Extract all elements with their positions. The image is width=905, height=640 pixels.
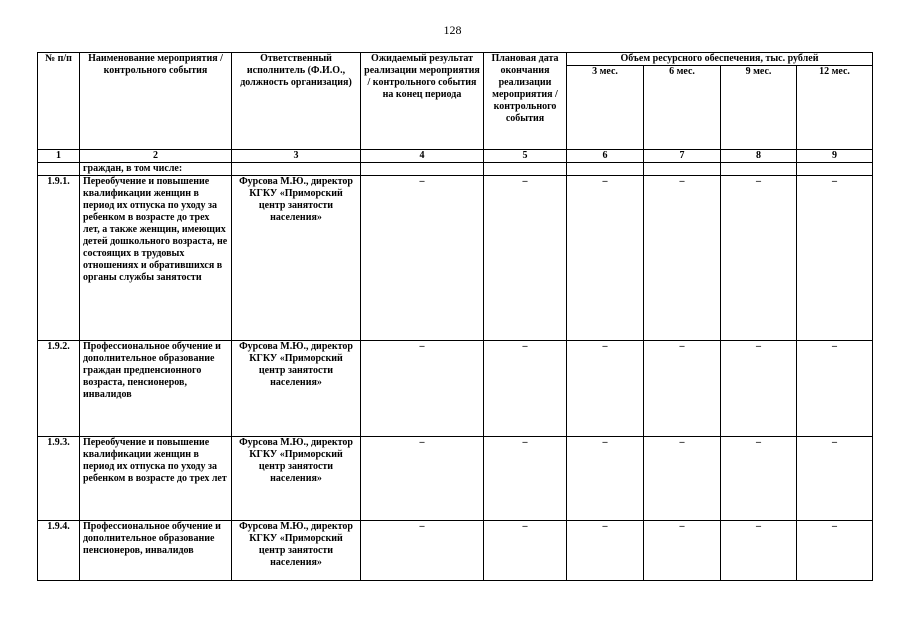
planned-date: – <box>484 521 567 581</box>
resources-6-months: – <box>644 176 721 341</box>
page-number: 128 <box>443 23 462 37</box>
header-resources: Объем ресурсного обеспечения, тыс. рублей <box>567 53 873 66</box>
responsible-executor: Фурсова М.Ю., директор КГКУ «Приморский центр занятости населения» <box>232 521 361 581</box>
header-9-months: 9 мес. <box>721 66 797 150</box>
header-date: Плановая дата окончания реализации мероприятия / контрольного события <box>484 53 567 150</box>
header-executor: Ответственный исполнитель (Ф.И.О., должность организация) <box>232 53 361 150</box>
planned-date: – <box>484 176 567 341</box>
column-number: 3 <box>232 150 361 163</box>
header-name: Наименование мероприятия / контрольного события <box>80 53 232 150</box>
column-number: 4 <box>361 150 484 163</box>
responsible-executor: Фурсова М.Ю., директор КГКУ «Приморский центр занятости населения» <box>232 341 361 437</box>
row-number: 1.9.1. <box>38 176 80 341</box>
subheader-text: граждан, в том числе: <box>80 163 232 176</box>
resources-9-months: – <box>721 176 797 341</box>
header-6-months: 6 мес. <box>644 66 721 150</box>
resources-12-months: – <box>797 437 873 521</box>
resources-3-months: – <box>567 521 644 581</box>
row-number: 1.9.2. <box>38 341 80 437</box>
column-number: 5 <box>484 150 567 163</box>
resources-3-months: – <box>567 437 644 521</box>
responsible-executor: Фурсова М.Ю., директор КГКУ «Приморский центр занятости населения» <box>232 176 361 341</box>
resources-12-months: – <box>797 521 873 581</box>
column-number: 7 <box>644 150 721 163</box>
resources-9-months: – <box>721 437 797 521</box>
column-number: 1 <box>38 150 80 163</box>
activities-table <box>37 52 873 581</box>
resources-12-months: – <box>797 341 873 437</box>
planned-date: – <box>484 437 567 521</box>
table-row <box>38 437 873 521</box>
resources-6-months: – <box>644 521 721 581</box>
table-row <box>38 176 873 341</box>
header-num: № п/п <box>38 53 80 150</box>
row-number: 1.9.4. <box>38 521 80 581</box>
resources-9-months: – <box>721 341 797 437</box>
activity-name: Профессиональное обучение и дополнительное образование пенсионеров, инвалидов <box>80 521 232 581</box>
table-row <box>38 521 873 581</box>
resources-6-months: – <box>644 437 721 521</box>
activity-name: Переобучение и повышение квалификации женщин в период их отпуска по уходу за ребенком в возрасте до трех лет <box>80 437 232 521</box>
row-number: 1.9.3. <box>38 437 80 521</box>
header-3-months: 3 мес. <box>567 66 644 150</box>
activity-name: Профессиональное обучение и дополнительное образование граждан предпенсионного возраста, пенсионеров, инвалидов <box>80 341 232 437</box>
column-number: 2 <box>80 150 232 163</box>
table-row <box>38 341 873 437</box>
subheader-row <box>38 163 873 176</box>
resources-6-months: – <box>644 341 721 437</box>
resources-12-months: – <box>797 176 873 341</box>
expected-result: – <box>361 341 484 437</box>
column-number: 6 <box>567 150 644 163</box>
column-number: 9 <box>797 150 873 163</box>
expected-result: – <box>361 176 484 341</box>
expected-result: – <box>361 521 484 581</box>
header-result: Ожидаемый результат реализации мероприятия / контрольного события на конец периода <box>361 53 484 150</box>
resources-3-months: – <box>567 176 644 341</box>
column-number: 8 <box>721 150 797 163</box>
expected-result: – <box>361 437 484 521</box>
planned-date: – <box>484 341 567 437</box>
header-12-months: 12 мес. <box>797 66 873 150</box>
activity-name: Переобучение и повышение квалификации женщин в период их отпуска по уходу за ребенком в возрасте до трех лет, а также женщин, имеющих детей дошкольного возраста, не состоящих в трудовых отношениях и обратившихся в органы службы занятости <box>80 176 232 341</box>
resources-9-months: – <box>721 521 797 581</box>
responsible-executor: Фурсова М.Ю., директор КГКУ «Приморский центр занятости населения» <box>232 437 361 521</box>
resources-3-months: – <box>567 341 644 437</box>
